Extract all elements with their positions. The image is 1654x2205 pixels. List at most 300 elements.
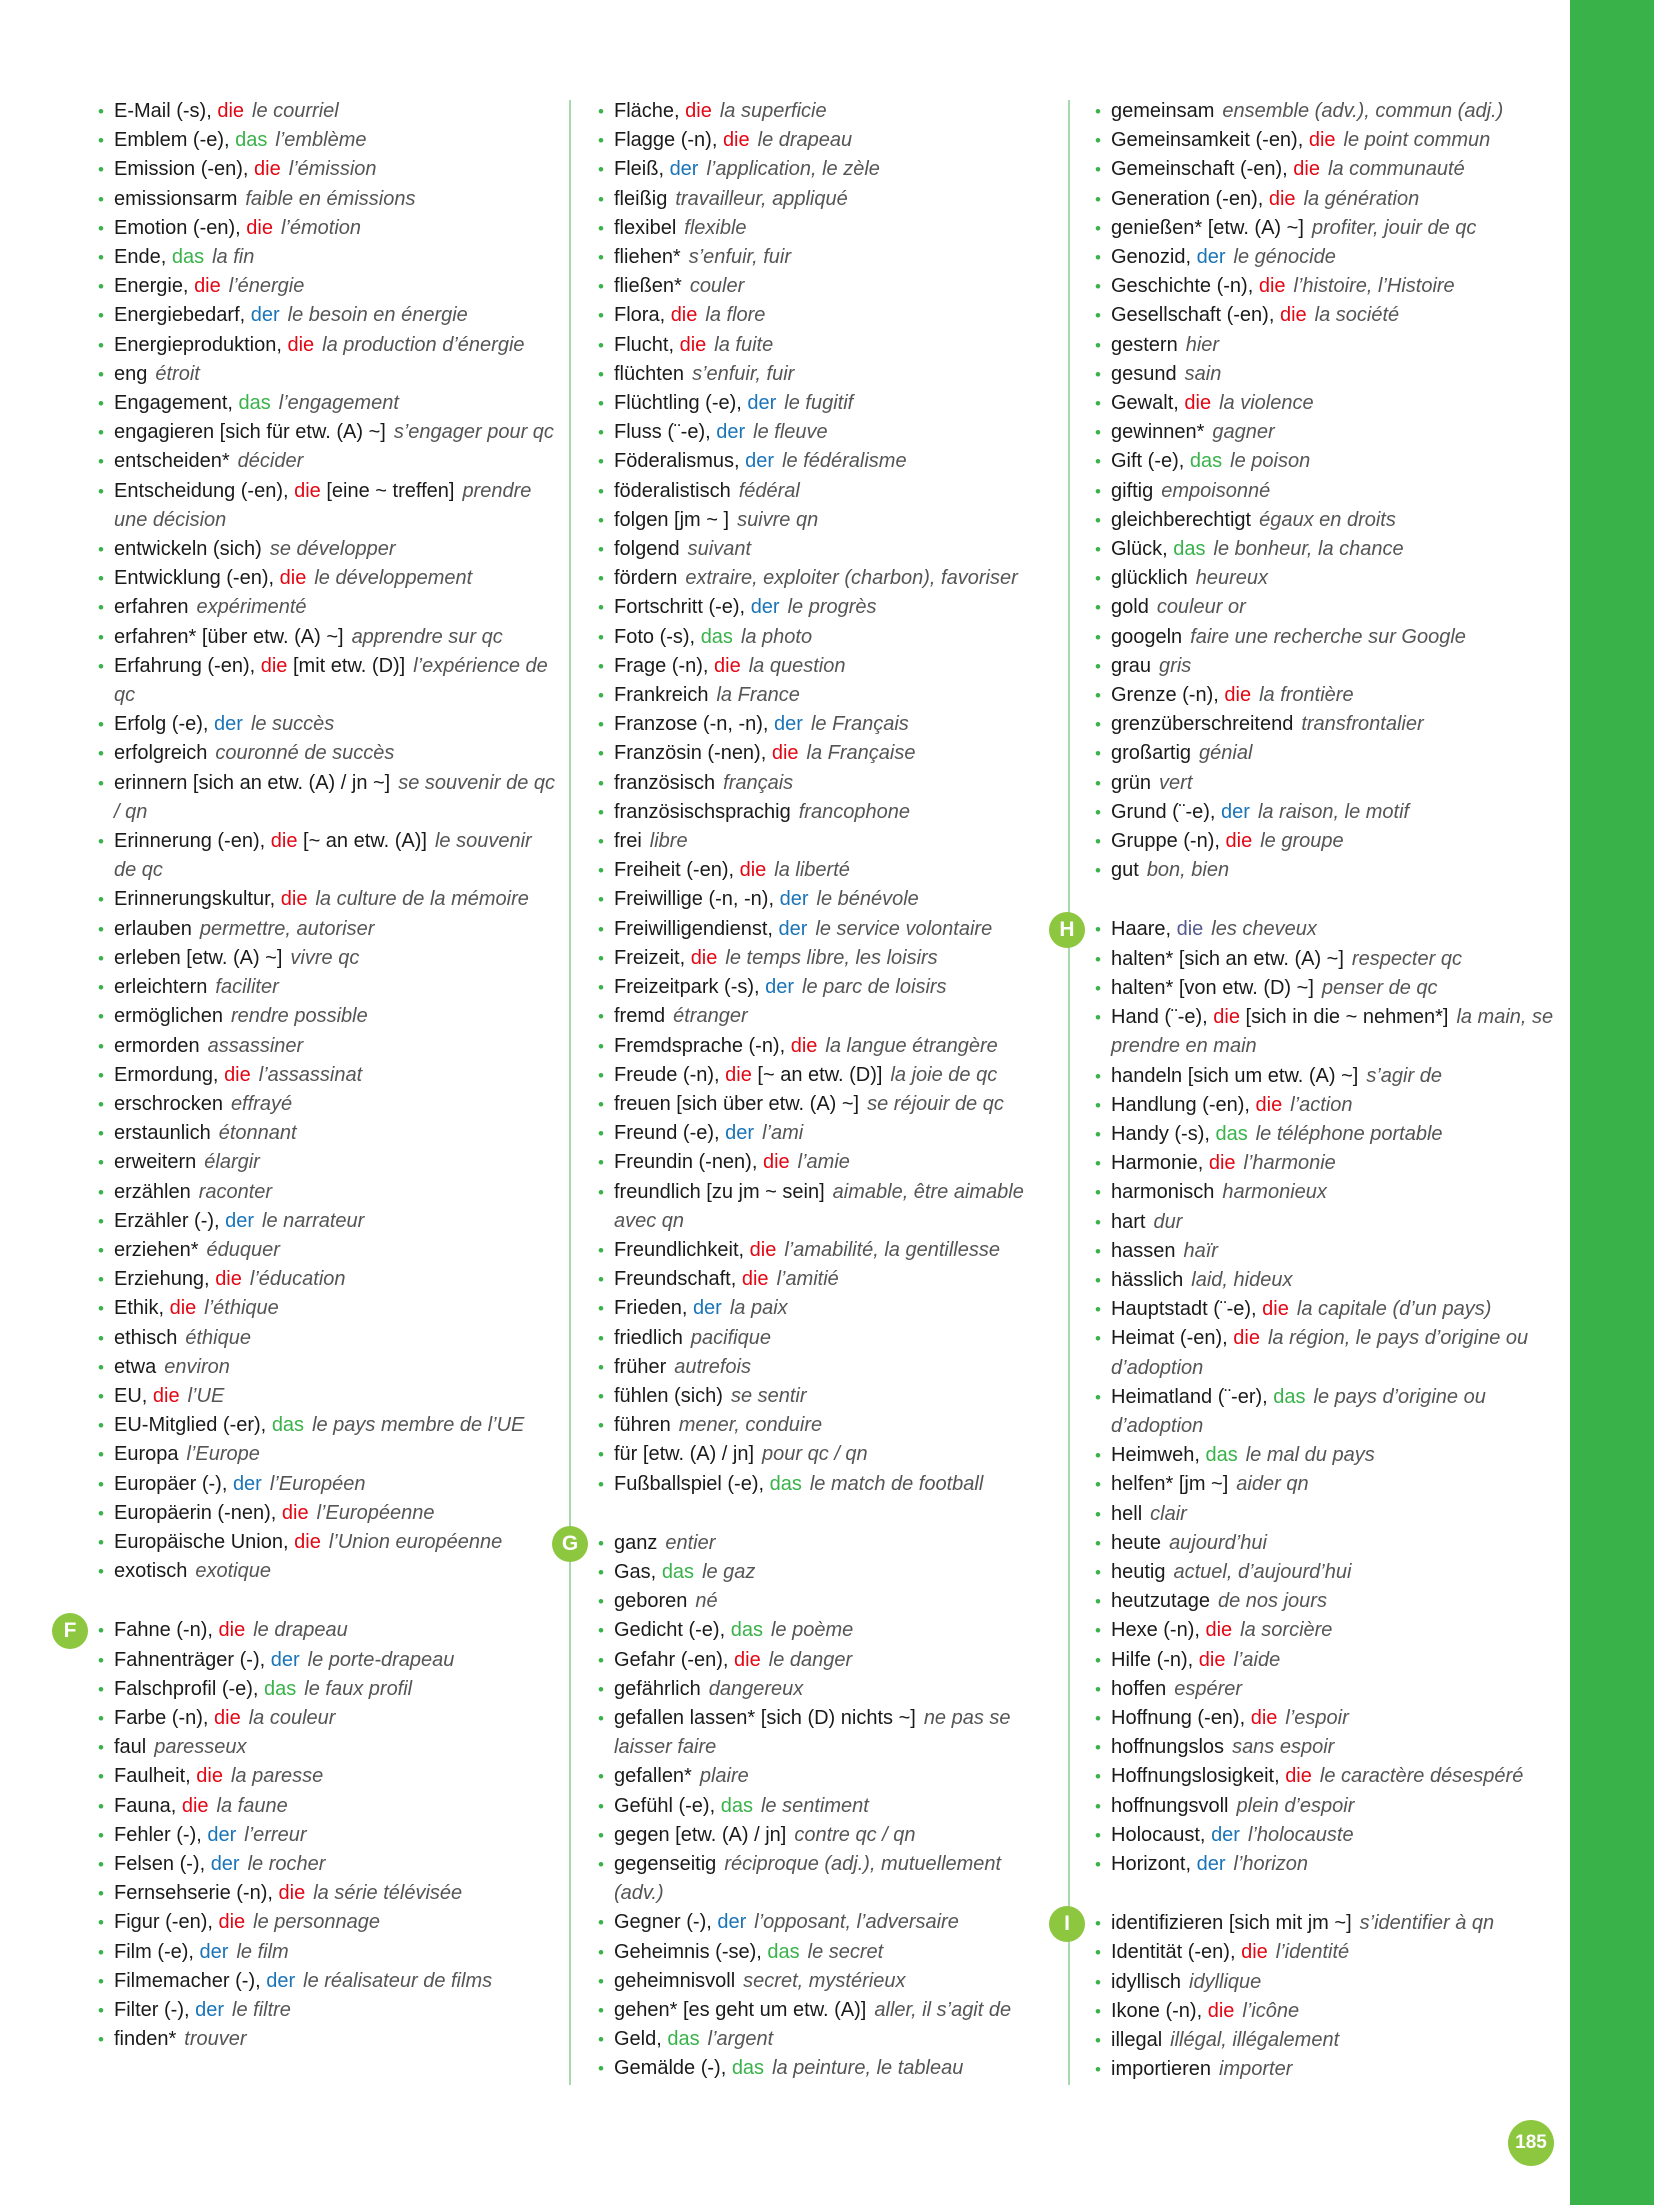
bullet-icon: • (1095, 1914, 1101, 1934)
french-translation: l’harmonie (1243, 1152, 1336, 1175)
glossary-entry (1093, 477, 1563, 506)
glossary-entry (596, 915, 1056, 944)
glossary-entry (596, 535, 1056, 564)
bullet-icon: • (98, 1445, 104, 1465)
article-das: das (235, 129, 268, 152)
bullet-icon: • (98, 1474, 104, 1494)
french-translation: profiter, jouir de qc (1311, 216, 1477, 239)
german-word: idyllisch (1111, 1970, 1182, 1993)
bullet-icon: • (598, 277, 604, 297)
article-der: der (716, 421, 746, 444)
french-translation: l’amitié (776, 1268, 839, 1291)
french-translation: le caractère désespéré (1319, 1765, 1524, 1788)
article-die: die (214, 1706, 241, 1729)
german-word: Flüchtling (-e), (614, 392, 742, 415)
article-der: der (774, 713, 803, 736)
german-word: halten* [sich an etw. (A) ~] (1111, 947, 1344, 970)
german-word: gefährlich (614, 1677, 701, 1700)
bullet-icon: • (1095, 2031, 1101, 2050)
article-die: die (246, 216, 273, 239)
bullet-icon: • (98, 248, 104, 268)
german-word: Identität (-en), (1111, 1941, 1236, 1964)
german-word: ethisch (114, 1326, 178, 1349)
glossary-entry (96, 1646, 556, 1675)
bullet-icon: • (1095, 364, 1101, 384)
french-translation: extraire, exploiter (charbon), favoriser (685, 567, 1018, 590)
german-word: exotisch (114, 1560, 188, 1583)
bullet-icon: • (98, 1650, 104, 1670)
french-translation: la Française (806, 742, 916, 765)
german-word: Figur (-en), (114, 1911, 213, 1934)
article-die: die (679, 333, 707, 356)
bullet-icon: • (1095, 510, 1101, 530)
bullet-icon: • (1095, 131, 1101, 151)
german-word: fremd (614, 1005, 666, 1028)
french-translation: le fugitif (784, 392, 854, 415)
french-translation: le succès (250, 713, 335, 736)
glossary-column-2 (561, 97, 1056, 2084)
french-translation: trouver (184, 2028, 247, 2051)
bullet-icon: • (98, 1913, 104, 1933)
german-word: identifizieren [sich mit jm ~] (1111, 1912, 1352, 1935)
bullet-icon: • (598, 423, 604, 443)
bullet-icon: • (598, 160, 604, 180)
german-word: erinnern [sich an etw. (A) / jn ~] (114, 771, 391, 794)
german-word: Geheimnis (-se), (614, 1940, 762, 1963)
glossary-entry (1093, 1500, 1563, 1529)
german-word: Heimweh, (1111, 1444, 1200, 1467)
french-translation: faible en émissions (245, 187, 416, 210)
article-der: der (270, 1648, 300, 1671)
french-translation: sain (1184, 362, 1222, 385)
german-word: Flucht, (614, 333, 675, 356)
german-word: hassen (1111, 1239, 1176, 1262)
article-das: das (730, 1619, 763, 1642)
german-word: Grund (¨-e), (1111, 800, 1216, 823)
french-translation: la fuite (714, 333, 774, 356)
article-die: die (762, 1151, 790, 1174)
section-gap (1093, 1879, 1563, 1909)
glossary-entry (1093, 2026, 1563, 2055)
french-translation: le drapeau (253, 1619, 348, 1642)
glossary-entry (1093, 1003, 1563, 1061)
french-translation: la culture de la mémoire (315, 888, 529, 911)
german-word: früher (614, 1355, 667, 1378)
bullet-icon: • (598, 364, 604, 384)
glossary-entry (96, 652, 556, 710)
french-translation: étonnant (218, 1122, 297, 1145)
german-word: Falschprofil (-e), (114, 1677, 259, 1700)
glossary-entry (1093, 331, 1563, 360)
article-die: die (690, 946, 718, 969)
french-translation: couronné de succès (215, 742, 395, 765)
bullet-icon: • (98, 1854, 104, 1874)
german-word: handeln [sich um etw. (A) ~] (1111, 1064, 1359, 1087)
german-word: Harmonie, (1111, 1152, 1204, 1175)
bullet-icon: • (1095, 1212, 1101, 1232)
bullet-icon: • (98, 919, 104, 939)
glossary-entry (1093, 1909, 1563, 1938)
letter-section (63, 1616, 556, 2054)
french-translation: le téléphone portable (1255, 1122, 1443, 1145)
glossary-entry (596, 243, 1056, 272)
german-word: Freude (-n), (614, 1063, 720, 1086)
glossary-entry (96, 1178, 556, 1207)
french-translation: le drapeau (757, 129, 853, 152)
glossary-entry (596, 272, 1056, 301)
german-word: heutzutage (1111, 1590, 1210, 1613)
article-die: die (1176, 918, 1204, 941)
glossary-entry (96, 1996, 556, 2025)
article-die: die (152, 1384, 180, 1407)
french-translation: couleur or (1156, 596, 1246, 619)
german-word: eng (114, 362, 148, 385)
glossary-entry (96, 973, 556, 1002)
bullet-icon: • (98, 1299, 104, 1319)
glossary-entry (1093, 1383, 1563, 1441)
german-word: EU, (114, 1384, 148, 1407)
german-word: Fernsehserie (-n), (114, 1882, 273, 1905)
glossary-entry (96, 477, 556, 535)
french-translation: l’icône (1242, 1999, 1300, 2022)
french-translation: la superficie (719, 100, 827, 122)
glossary-entry (596, 1967, 1056, 1996)
article-das: das (1173, 538, 1206, 561)
french-translation: la paix (729, 1297, 788, 1320)
french-translation: le gaz (702, 1560, 756, 1583)
glossary-entry (596, 1440, 1056, 1469)
article-das: das (720, 1794, 753, 1817)
german-word: Freundlichkeit, (614, 1238, 745, 1261)
glossary-entry (1093, 185, 1563, 214)
bullet-icon: • (598, 1416, 604, 1436)
french-translation: de nos jours (1217, 1590, 1327, 1613)
bullet-icon: • (598, 2059, 604, 2079)
bullet-icon: • (1095, 540, 1101, 560)
french-translation: l’Europe (186, 1443, 260, 1466)
glossary-entry (96, 739, 556, 768)
bullet-icon: • (1095, 102, 1101, 121)
german-word: Fehler (-), (114, 1823, 202, 1846)
glossary-entry (1093, 1704, 1563, 1733)
article-der: der (750, 596, 780, 619)
french-translation: la question (748, 654, 846, 677)
glossary-entry (96, 710, 556, 739)
glossary-entry (1093, 301, 1563, 330)
french-translation: les cheveux (1211, 918, 1317, 941)
german-word: halten* [von etw. (D) ~] (1111, 976, 1314, 999)
article-das: das (264, 1677, 297, 1700)
article-die: die (218, 1619, 246, 1642)
glossary-entry (596, 564, 1056, 593)
french-translation: réciproque (adj.), mutuellement (adv.) (614, 1852, 1002, 1905)
french-translation: l’aide (1233, 1648, 1281, 1671)
german-word: hoffnungslos (1111, 1736, 1225, 1759)
bullet-icon: • (598, 394, 604, 414)
bullet-icon: • (98, 1503, 104, 1523)
bullet-icon: • (598, 598, 604, 618)
article-die: die (1293, 158, 1320, 181)
bullet-icon: • (1095, 1738, 1101, 1758)
glossary-entry (1093, 974, 1563, 1003)
german-word: freuen [sich über etw. (A) ~] (614, 1092, 860, 1115)
bullet-icon: • (598, 335, 604, 355)
french-translation: se réjouir de qc (867, 1092, 1004, 1115)
german-word: Ende, (114, 246, 167, 269)
french-translation: la paresse (230, 1765, 324, 1788)
german-word: Fußballspiel (-e), (614, 1472, 765, 1495)
glossary-entry (1093, 1792, 1563, 1821)
french-translation: la fin (212, 246, 255, 269)
glossary-entry (1093, 1733, 1563, 1762)
glossary-entry (1093, 418, 1563, 447)
glossary-entry (96, 1675, 556, 1704)
article-die: die (279, 567, 307, 590)
bullet-icon: • (98, 394, 104, 414)
glossary-entry (596, 1353, 1056, 1382)
german-word: freundlich [zu jm ~ sein] (614, 1180, 825, 1203)
german-word: Heimat (-en), (1111, 1327, 1228, 1350)
glossary-entry (96, 389, 556, 418)
glossary-entry (596, 2054, 1056, 2083)
bullet-icon: • (98, 102, 104, 121)
french-translation: importer (1219, 2058, 1293, 2081)
glossary-entry (96, 1236, 556, 1265)
bullet-icon: • (1095, 802, 1101, 822)
german-word: fließen* (614, 275, 682, 298)
german-word: Fläche, (614, 100, 680, 122)
glossary-entry (1093, 1120, 1563, 1149)
german-word: folgend (614, 538, 680, 561)
glossary-entry (596, 681, 1056, 710)
french-translation: l’engagement (278, 392, 399, 415)
bullet-icon: • (98, 890, 104, 910)
glossary-entry (1093, 126, 1563, 155)
glossary-entry (596, 885, 1056, 914)
french-translation: suivant (687, 538, 751, 561)
bullet-icon: • (598, 919, 604, 939)
german-word: Ermordung, (114, 1063, 219, 1086)
glossary-entry (96, 564, 556, 593)
german-word: Gedicht (-e), (614, 1619, 726, 1642)
bullet-icon: • (598, 1474, 604, 1494)
german-word: engagieren [sich für etw. (A) ~] (114, 421, 386, 444)
french-translation: assassiner (207, 1034, 304, 1057)
bullet-icon: • (98, 1971, 104, 1991)
glossary-entry (96, 1411, 556, 1440)
french-translation: contre qc / qn (794, 1823, 916, 1846)
french-translation: étranger (673, 1005, 748, 1028)
article-der: der (225, 1209, 255, 1232)
german-word: Flagge (-n), (614, 129, 718, 152)
german-word: helfen* [jm ~] (1111, 1473, 1229, 1496)
german-word: Gift (-e), (1111, 450, 1185, 473)
glossary-entry (96, 1908, 556, 1937)
glossary-entry (96, 1148, 556, 1177)
glossary-entry (596, 1704, 1056, 1762)
french-translation: l’ami (762, 1122, 804, 1145)
bullet-icon: • (1095, 1270, 1101, 1290)
bullet-icon: • (98, 481, 104, 501)
bullet-icon: • (98, 1124, 104, 1144)
glossary-entry (596, 447, 1056, 476)
glossary-entry (596, 1265, 1056, 1294)
french-translation: la main, se prendre en main (1111, 1006, 1554, 1058)
german-word: fleißig (614, 187, 668, 210)
german-word: gegenseitig (614, 1852, 717, 1875)
bullet-icon: • (1095, 306, 1101, 326)
bullet-icon: • (1095, 1854, 1101, 1874)
french-translation: aller, il s’agit de (874, 1999, 1012, 2021)
german-word: erleichtern (114, 976, 208, 999)
german-word: Energie, (114, 275, 189, 298)
french-translation: le personnage (253, 1911, 380, 1934)
german-word: Glück, (1111, 538, 1168, 561)
article-die: die (1285, 1765, 1312, 1788)
bullet-icon: • (1095, 218, 1101, 238)
glossary-entry (1093, 652, 1563, 681)
german-word: Frage (-n), (614, 654, 709, 677)
article-der: der (717, 1911, 747, 1934)
article-die: die (281, 1501, 309, 1524)
glossary-entry (96, 185, 556, 214)
bullet-icon: • (98, 569, 104, 589)
german-word: Film (-e), (114, 1940, 194, 1963)
glossary-entry (596, 769, 1056, 798)
bullet-icon: • (1095, 2001, 1101, 2021)
glossary-entry (96, 214, 556, 243)
french-translation: mener, conduire (678, 1414, 823, 1437)
german-word: E-Mail (-s), (114, 100, 212, 122)
article-die: die (280, 888, 308, 911)
german-word: Flora, (614, 304, 666, 327)
german-word: Freiwillige (-n, -n), (614, 888, 775, 911)
german-word: Energieproduktion, (114, 333, 282, 356)
glossary-entry (596, 1908, 1056, 1937)
french-translation: né (695, 1590, 718, 1613)
french-translation: le génocide (1233, 246, 1336, 269)
glossary-entry (1093, 1178, 1563, 1207)
article-die: die (270, 830, 298, 853)
german-word: erweitern (114, 1151, 197, 1174)
bullet-icon: • (98, 1532, 104, 1552)
bullet-icon: • (98, 1240, 104, 1260)
french-translation: flexible (684, 216, 747, 239)
article-das: das (769, 1472, 802, 1495)
usage-pattern: [~ an etw. (A)] (303, 830, 427, 853)
glossary-entry (96, 944, 556, 973)
german-word: entwickeln (sich) (114, 538, 262, 561)
french-translation: la joie de qc (890, 1063, 998, 1086)
bullet-icon: • (598, 1007, 604, 1027)
article-der: der (1196, 1852, 1226, 1875)
bullet-icon: • (598, 452, 604, 472)
glossary-entry (596, 1090, 1056, 1119)
glossary-entry (96, 1616, 556, 1645)
article-die: die (224, 1063, 251, 1086)
german-word: Handy (-s), (1111, 1122, 1210, 1145)
german-word: Erfahrung (-en), (114, 654, 256, 677)
glossary-entry (1093, 389, 1563, 418)
german-word: erfahren (114, 596, 189, 619)
glossary-entry (596, 1646, 1056, 1675)
glossary-entry (1093, 769, 1563, 798)
glossary-entry (596, 477, 1056, 506)
french-translation: le match de football (809, 1472, 984, 1495)
glossary-entry (96, 1440, 556, 1469)
french-translation: la communauté (1328, 158, 1465, 181)
french-translation: la série télévisée (313, 1882, 463, 1905)
bullet-icon: • (1095, 1154, 1101, 1174)
german-word: Emblem (-e), (114, 129, 230, 152)
glossary-entry (96, 1002, 556, 1031)
german-word: Erinnerung (-en), (114, 830, 266, 853)
german-word: Geld, (614, 2028, 662, 2051)
bullet-icon: • (1095, 569, 1101, 589)
french-translation: le réalisateur de films (303, 1969, 493, 1992)
bullet-icon: • (598, 832, 604, 852)
glossary-entry (96, 885, 556, 914)
french-translation: la sorcière (1240, 1619, 1333, 1642)
german-word: Gruppe (-n), (1111, 830, 1220, 853)
bullet-icon: • (1095, 423, 1101, 443)
glossary-entry (596, 1178, 1056, 1236)
french-translation: illégal, illégalement (1170, 2029, 1340, 2051)
glossary-entry (1093, 1587, 1563, 1616)
french-translation: la frontière (1259, 684, 1354, 707)
french-translation: l’expérience de qc (114, 654, 548, 707)
bullet-icon: • (598, 1650, 604, 1670)
french-translation: le poison (1230, 450, 1311, 473)
french-translation: le rocher (247, 1852, 326, 1875)
glossary-entry (1093, 1821, 1563, 1850)
french-translation: le besoin en énergie (287, 304, 468, 327)
german-word: hoffnungsvoll (1111, 1794, 1229, 1817)
french-translation: se souvenir de qc / qn (114, 771, 556, 823)
french-translation: faire une recherche sur Google (1190, 625, 1466, 648)
german-word: Fahnenträger (-), (114, 1648, 266, 1671)
french-translation: transfrontalier (1301, 713, 1424, 736)
glossary-entry (596, 623, 1056, 652)
bullet-icon: • (1095, 452, 1101, 472)
article-die: die (670, 304, 698, 327)
german-word: fördern (614, 567, 678, 590)
german-word: hoffen (1111, 1677, 1167, 1700)
french-translation: le poème (770, 1619, 854, 1642)
bullet-icon: • (598, 1971, 604, 1991)
glossary-entry (596, 1148, 1056, 1177)
french-translation: l’horizon (1233, 1852, 1308, 1875)
french-translation: l’émission (288, 158, 377, 181)
bullet-icon: • (98, 948, 104, 968)
french-translation: la couleur (248, 1706, 336, 1729)
glossary-entry (1093, 1441, 1563, 1470)
german-word: Filter (-), (114, 1999, 190, 2021)
article-die: die (1262, 1298, 1289, 1321)
bullet-icon: • (98, 832, 104, 852)
usage-pattern: [eine ~ treffen] (326, 479, 455, 502)
bullet-icon: • (598, 189, 604, 209)
german-word: Gefühl (-e), (614, 1794, 716, 1817)
glossary-entry (96, 1938, 556, 1967)
bullet-icon: • (98, 1738, 104, 1758)
bullet-icon: • (98, 1416, 104, 1436)
glossary-entry (1093, 1850, 1563, 1879)
french-translation: gris (1159, 654, 1192, 677)
glossary-entry (596, 973, 1056, 1002)
article-das: das (271, 1414, 305, 1437)
german-word: Frankreich (614, 684, 709, 707)
